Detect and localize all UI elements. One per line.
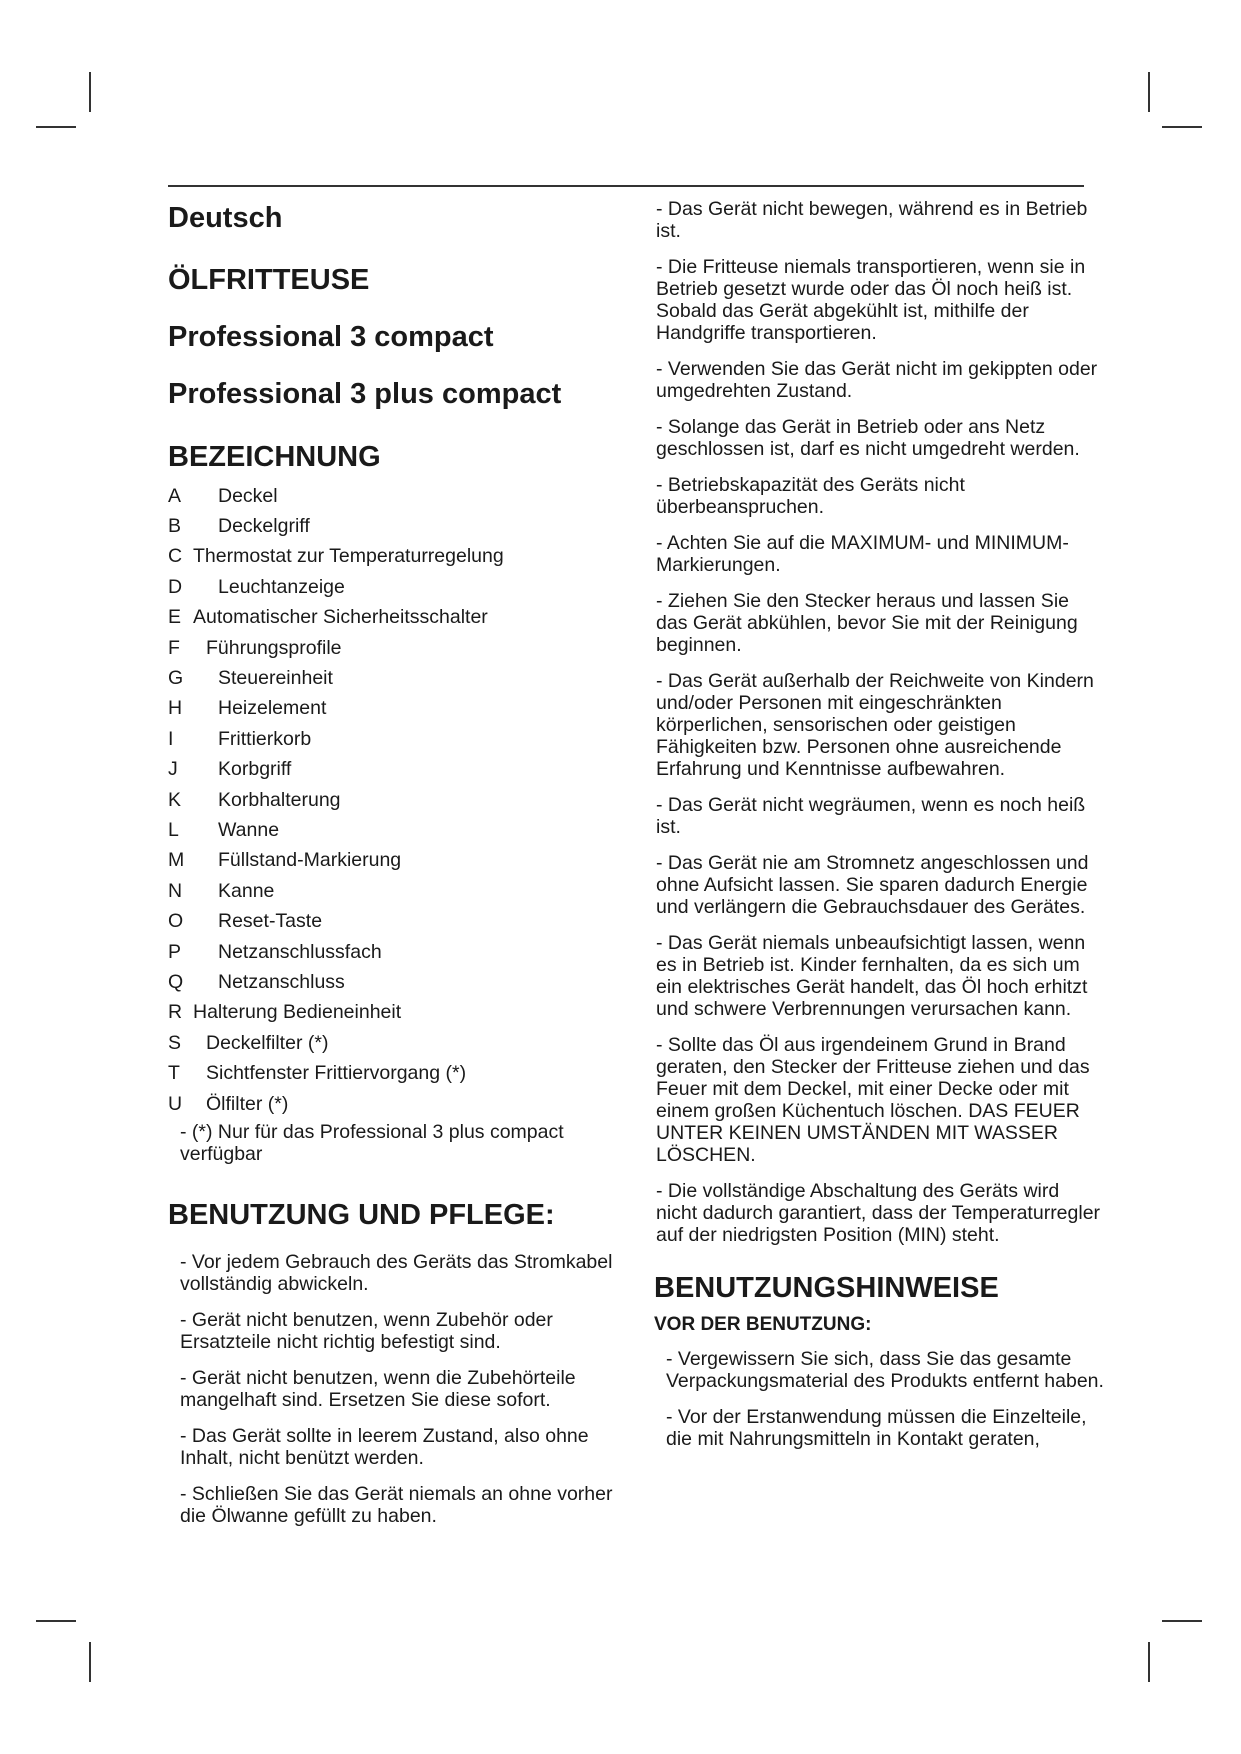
legend-letter: M bbox=[168, 849, 185, 872]
legend-letter: G bbox=[168, 667, 184, 690]
paragraph: - Das Gerät sollte in leerem Zustand, also ohne Inhalt, nicht benützt werden. bbox=[180, 1425, 589, 1470]
crop-mark bbox=[1162, 1620, 1202, 1622]
paragraph: - Ziehen Sie den Stecker heraus und lassen Sie das Gerät abkühlen, bevor Sie mit der Reinigung beginnen. bbox=[656, 590, 1078, 656]
usage-care-heading: BENUTZUNG UND PFLEGE: bbox=[168, 1199, 555, 1232]
legend-label: Leuchtanzeige bbox=[218, 575, 345, 598]
legend-letter: D bbox=[168, 575, 183, 598]
legend-label: Netzanschluss bbox=[218, 970, 345, 993]
paragraph: - Sollte das Öl aus irgendeinem Grund in Brand geraten, den Stecker der Fritteuse ziehen und das Feuer mit dem Deckel, mit einer Decke oder mit einem großen Küchentuch löschen. DAS FEUER UNTER KEINEN UMSTÄNDEN MIT WASSER LÖSCHEN. bbox=[656, 1034, 1090, 1166]
legend-item bbox=[168, 663, 618, 693]
crop-mark bbox=[36, 126, 76, 128]
legend-item bbox=[168, 906, 618, 936]
right-column bbox=[654, 198, 1104, 1464]
paragraph: - Das Gerät nicht wegräumen, wenn es noch heiß ist. bbox=[656, 794, 1086, 838]
left-column bbox=[168, 198, 618, 1541]
legend-label: Sichtfenster Frittiervorgang (*) bbox=[206, 1062, 467, 1085]
legend-item bbox=[168, 1028, 618, 1058]
paragraph: - Verwenden Sie das Gerät nicht im gekippten oder umgedrehten Zustand. bbox=[656, 358, 1098, 402]
model-name: Professional 3 plus compact bbox=[168, 378, 562, 410]
legend-item bbox=[168, 755, 618, 785]
legend-letter: S bbox=[168, 1031, 182, 1054]
legend-label: Deckelfilter (*) bbox=[206, 1031, 329, 1054]
language-heading: Deutsch bbox=[168, 202, 283, 234]
paragraph: - Solange das Gerät in Betrieb oder ans Netz geschlossen ist, darf es nicht umgedreht werden. bbox=[656, 416, 1080, 460]
paragraph: - Die Fritteuse niemals transportieren, wenn sie in Betrieb gesetzt wurde oder das Öl noch heiß ist. Sobald das Gerät abgekühlt ist, mithilfe der Handgriffe transportieren. bbox=[656, 256, 1086, 344]
legend-letter: T bbox=[168, 1062, 180, 1085]
legend-label: Deckel bbox=[218, 484, 278, 507]
header-rule bbox=[168, 185, 1084, 187]
legend-label: Wanne bbox=[218, 818, 280, 841]
legend-item bbox=[168, 694, 618, 724]
instructions-subheading: VOR DER BENUTZUNG: bbox=[654, 1314, 872, 1335]
usage-care-right bbox=[654, 198, 1104, 1246]
usage-care-left bbox=[168, 1251, 618, 1527]
crop-mark bbox=[36, 1620, 76, 1622]
crop-mark bbox=[89, 1642, 91, 1682]
crop-mark bbox=[1162, 126, 1202, 128]
legend-label: Korbgriff bbox=[218, 758, 292, 781]
legend-label: Ölfilter (*) bbox=[206, 1092, 289, 1115]
legend-letter: A bbox=[168, 484, 182, 507]
legend-letter: Q bbox=[168, 970, 184, 993]
legend-label: Frittierkorb bbox=[218, 727, 312, 750]
paragraph: - Die vollständige Abschaltung des Geräts wird nicht dadurch garantiert, dass der Temperaturregler auf der niedrigsten Position (MIN) steht. bbox=[656, 1180, 1101, 1246]
paragraph: - Achten Sie auf die MAXIMUM- und MINIMUM-Markierungen. bbox=[656, 532, 1069, 576]
paragraph: - Schließen Sie das Gerät niemals an ohne vorher die Ölwanne gefüllt zu haben. bbox=[180, 1483, 613, 1528]
legend-label: Füllstand-Markierung bbox=[218, 849, 402, 872]
instructions-heading: BENUTZUNGSHINWEISE bbox=[654, 1272, 999, 1304]
paragraph: - Das Gerät außerhalb der Reichweite von Kindern und/oder Personen mit eingeschränkten körperlichen, sensorischen oder geistigen Fähigkeiten bzw. Personen ohne ausreichende Erfahrung und Kenntnisse aufbewahren. bbox=[656, 670, 1094, 780]
legend-letter: O bbox=[168, 910, 184, 933]
legend-item bbox=[168, 724, 618, 754]
legend-item bbox=[168, 542, 618, 572]
crop-mark bbox=[1148, 72, 1150, 112]
model-name: Professional 3 compact bbox=[168, 321, 494, 353]
crop-mark bbox=[1148, 1642, 1150, 1682]
paragraph: - Das Gerät nicht bewegen, während es in Betrieb ist. bbox=[656, 198, 1088, 242]
instructions-paragraphs bbox=[654, 1348, 1104, 1450]
legend-letter: B bbox=[168, 515, 182, 538]
legend-item bbox=[168, 572, 618, 602]
paragraph: - Vor jedem Gebrauch des Geräts das Stromkabel vollständig abwickeln. bbox=[180, 1251, 613, 1296]
paragraph: - Gerät nicht benutzen, wenn Zubehör oder Ersatzteile nicht richtig befestigt sind. bbox=[180, 1309, 553, 1354]
crop-mark bbox=[89, 72, 91, 112]
legend-letter: C bbox=[168, 545, 183, 568]
paragraph: - Vor der Erstanwendung müssen die Einzelteile, die mit Nahrungsmitteln in Kontakt geraten, bbox=[666, 1406, 1087, 1450]
legend-label: Korbhalterung bbox=[218, 788, 341, 811]
legend-item bbox=[168, 785, 618, 815]
legend-letter: P bbox=[168, 940, 182, 963]
legend-letter: L bbox=[168, 818, 179, 841]
legend-label: Deckelgriff bbox=[218, 515, 310, 538]
legend-item bbox=[168, 1058, 618, 1088]
legend-letter: K bbox=[168, 788, 182, 811]
legend-letter: F bbox=[168, 636, 180, 659]
legend-label: Automatischer Sicherheitsschalter bbox=[193, 606, 488, 629]
legend-label: Kanne bbox=[218, 879, 275, 902]
legend-item bbox=[168, 998, 618, 1028]
paragraph: - Gerät nicht benutzen, wenn die Zubehörteile mangelhaft sind. Ersetzen Sie diese sofort. bbox=[180, 1367, 576, 1412]
legend-item bbox=[168, 937, 618, 967]
legend-item bbox=[168, 603, 618, 633]
legend-item bbox=[168, 511, 618, 541]
legend-letter: I bbox=[168, 727, 174, 750]
legend-item bbox=[168, 633, 618, 663]
legend-letter: H bbox=[168, 697, 183, 720]
legend-item bbox=[168, 967, 618, 997]
legend-label: Führungsprofile bbox=[206, 636, 342, 659]
parts-legend bbox=[168, 481, 618, 1119]
legend-item bbox=[168, 481, 618, 511]
legend-label: Halterung Bedieneinheit bbox=[193, 1001, 402, 1024]
paragraph: - Vergewissern Sie sich, dass Sie das gesamte Verpackungsmaterial des Produkts entfernt haben. bbox=[666, 1348, 1104, 1392]
legend-item bbox=[168, 1089, 618, 1119]
legend-label: Reset-Taste bbox=[218, 910, 323, 933]
legend-letter: J bbox=[168, 758, 178, 781]
legend-letter: R bbox=[168, 1001, 183, 1024]
legend-letter: N bbox=[168, 879, 183, 902]
paragraph: - Das Gerät niemals unbeaufsichtigt lassen, wenn es in Betrieb ist. Kinder fernhalten, da es sich um ein elektrisches Gerät handelt, das Öl hoch erhitzt und schwere Verbrennungen verursachen kann. bbox=[656, 932, 1088, 1020]
legend-note: - (*) Nur für das Professional 3 plus compact verfügbar bbox=[180, 1121, 564, 1166]
legend-label: Netzanschlussfach bbox=[218, 940, 382, 963]
legend-item bbox=[168, 846, 618, 876]
legend-item bbox=[168, 876, 618, 906]
legend-letter: U bbox=[168, 1092, 183, 1115]
legend-label: Heizelement bbox=[218, 697, 327, 720]
paragraph: - Betriebskapazität des Geräts nicht überbeanspruchen. bbox=[656, 474, 965, 518]
product-type-title: ÖLFRITTEUSE bbox=[168, 264, 370, 296]
legend-letter: E bbox=[168, 606, 182, 629]
paragraph: - Das Gerät nie am Stromnetz angeschlossen und ohne Aufsicht lassen. Sie sparen dadurch Energie und verlängern die Gebrauchsdauer des Gerätes. bbox=[656, 852, 1089, 918]
legend-item bbox=[168, 815, 618, 845]
legend-label: Steuereinheit bbox=[218, 667, 333, 690]
designation-heading: BEZEICHNUNG bbox=[168, 441, 381, 473]
legend-label: Thermostat zur Temperaturregelung bbox=[193, 545, 504, 568]
